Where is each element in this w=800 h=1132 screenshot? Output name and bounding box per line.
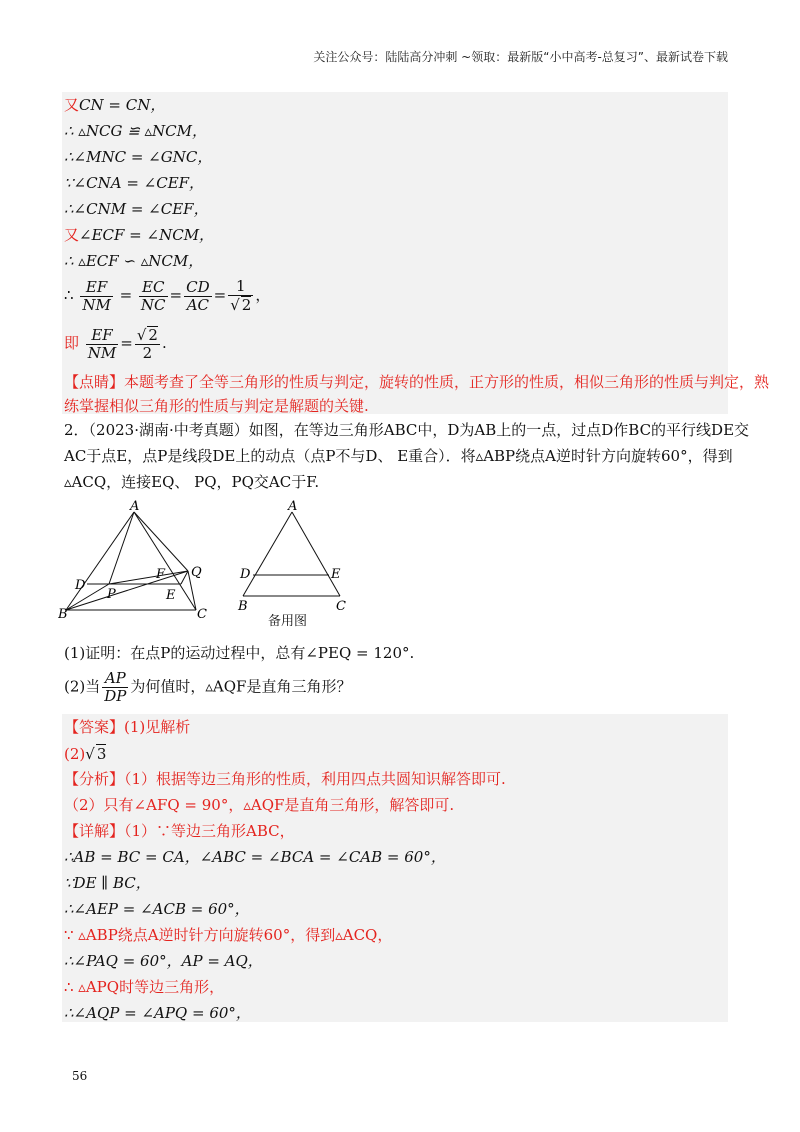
label-E: E (166, 588, 176, 603)
fraction-ap-dp: $\frac{AP}{DP}$ (104, 669, 127, 705)
detail-line-7: ∴ ▵APQ时等边三角形， (64, 978, 225, 996)
backup-label-A: A (288, 500, 298, 514)
ratio-equation: ∴ $\frac{EF}{NM}$ = $\frac{EC}{NC}$ = $\frac{CD}{AC}$ = $\frac{1}{√ 2}$ ， (64, 277, 271, 314)
problem-line-3: ▵ACQ，连接EQ、 PQ，PQ交AC于F. (64, 473, 320, 491)
label-P: P (107, 587, 116, 602)
backup-label-D: D (240, 567, 251, 582)
answer-shade (62, 714, 728, 1022)
page-number: 56 (72, 1069, 88, 1083)
detail-line-8: ∴∠AQP = ∠APQ = 60°， (64, 1004, 251, 1022)
solution-line-5: ∴∠CNM = ∠CEF， (64, 200, 209, 218)
result-equation: 即 $\frac{EF}{NM}$ = $\frac{√ 2}{2}$ . (64, 325, 167, 362)
label-A: A (130, 500, 140, 514)
question-1: (1)证明：在点P的运动过程中，总有∠PEQ = 120°. (64, 644, 415, 662)
answer-line-1: 【答案】(1)见解析 (64, 718, 191, 736)
label-C: C (197, 607, 207, 622)
comment-line-2: 练掌握相似三角形的性质与判定是解题的关键. (64, 397, 369, 415)
backup-label-C: C (336, 599, 346, 614)
analysis-line-1: 【分析】（1）根据等边三角形的性质，利用四点共圆知识解答即可. (64, 770, 506, 788)
fraction-cd-ac: $\frac{CD}{AC}$ (186, 277, 210, 314)
solution-line-1: 又CN = CN， (64, 96, 166, 114)
backup-label-E: E (331, 567, 341, 582)
detail-line-1: 【详解】（1）∵等边三角形ABC， (64, 822, 295, 840)
label-D: D (75, 578, 86, 593)
fraction-one-over-root2: $\frac{1}{√ 2}$ (230, 277, 252, 314)
detail-line-4: ∴∠AEP = ∠ACB = 60°， (64, 900, 250, 918)
detail-line-2: ∴AB = BC = CA，∠ABC = ∠BCA = ∠CAB = 60°， (64, 848, 446, 866)
backup-label-B: B (238, 599, 248, 614)
solution-line-7: ∴ ▵ECF ∽ ▵NCM， (64, 252, 204, 270)
analysis-line-2: （2）只有∠AFQ = 90°，▵AQF是直角三角形，解答即可. (64, 796, 455, 814)
solution-line-4: ∵∠CNA = ∠CEF， (64, 174, 205, 192)
detail-line-6: ∴∠PAQ = 60°，AP = AQ， (64, 952, 263, 970)
backup-figure-caption: 备用图 (268, 614, 308, 629)
backup-figure-lines (243, 512, 340, 596)
fraction-ef-nm-2: $\frac{EF}{NM}$ (87, 325, 117, 362)
question-2: (2)当 $\frac{AP}{DP}$ 为何值时，▵AQF是直角三角形？ (64, 669, 352, 705)
problem-line-1: 2．（2023·湖南·中考真题）如图，在等边三角形ABC中，D为AB上的一点，过点D作BC的平行线DE交 (64, 421, 750, 439)
label-F: F (156, 567, 166, 582)
detail-line-3: ∵DE ∥ BC， (64, 874, 151, 892)
answer-line-2: (2)√ 3 (64, 745, 107, 763)
detail-line-5: ∵ ▵ABP绕点A逆时针方向旋转60°，得到▵ACQ， (64, 926, 393, 944)
label-B: B (58, 607, 68, 622)
solution-line-6: 又∠ECF = ∠NCM， (64, 226, 215, 244)
geometry-figure (58, 500, 358, 628)
problem-line-2: AC于点E，点P是线段DE上的动点（点P不与D、 E重合）．将▵ABP绕点A逆时针方向旋转60°，得到 (64, 447, 733, 465)
label-Q: Q (191, 565, 202, 580)
fraction-ec-nc: $\frac{EC}{NC}$ (140, 277, 166, 314)
fraction-ef-nm: $\frac{EF}{NM}$ (82, 277, 111, 314)
solution-line-3: ∴∠MNC = ∠GNC， (64, 148, 213, 166)
fraction-root2-over-2: $\frac{√ 2}{2}$ (136, 326, 158, 362)
figure-main-lines (66, 512, 196, 610)
comment-line-1: 【点睛】本题考查了全等三角形的性质与判定，旋转的性质，正方形的性质，相似三角形的性质与判定，熟 (64, 373, 770, 391)
page-header: 关注公众号：陆陆高分冲刺 ~领取：最新版“小中高考-总复习”、最新试卷下载 (313, 50, 728, 64)
solution-line-2: ∴ ▵NCG ≌ ▵NCM， (64, 122, 208, 140)
